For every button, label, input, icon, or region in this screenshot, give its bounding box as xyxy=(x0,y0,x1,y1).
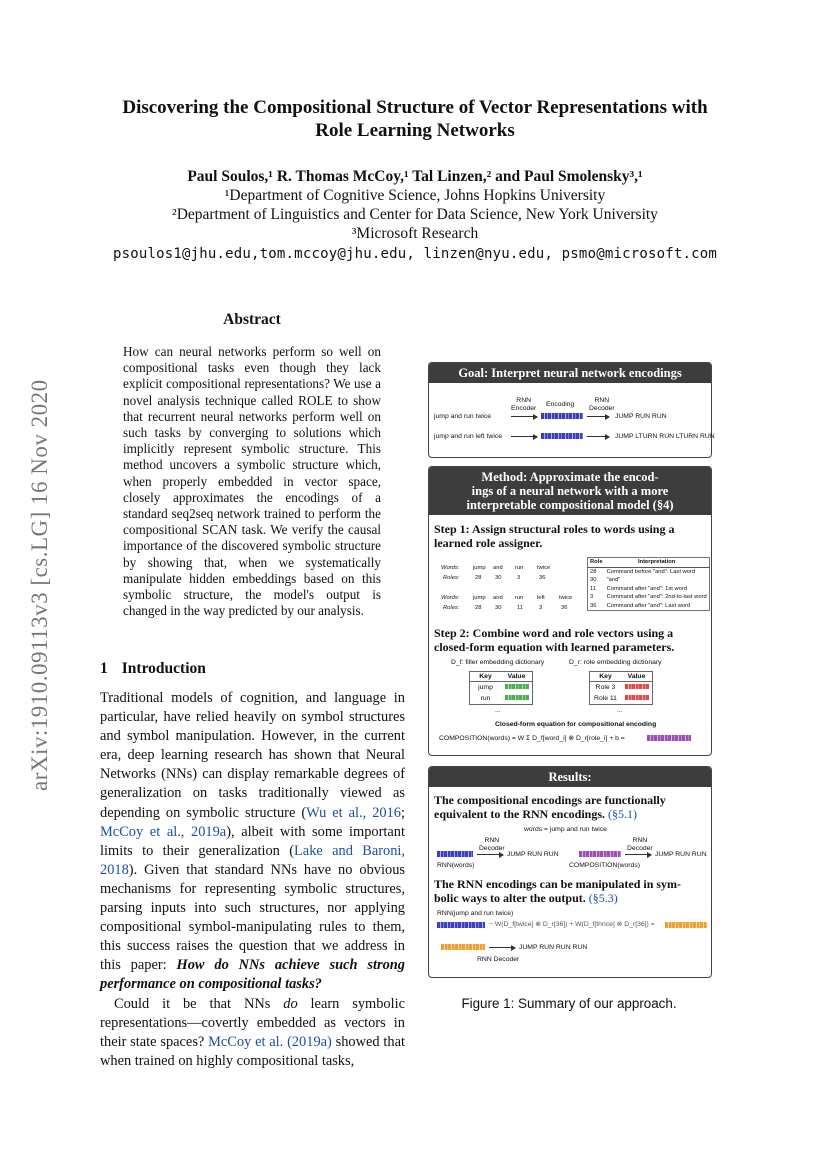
section-number: 1 xyxy=(100,660,108,677)
section-link[interactable]: (§5.1) xyxy=(608,806,638,821)
example-role: 36 xyxy=(561,605,568,611)
words-label: Words: xyxy=(441,565,460,571)
filler-vector xyxy=(505,695,529,700)
manipulated-vector xyxy=(665,922,707,928)
method-header xyxy=(429,467,711,515)
arrow-icon xyxy=(477,854,503,855)
example-word: and xyxy=(493,595,503,601)
example-role: 11 xyxy=(517,605,524,611)
text: The compositional encodings are functionally xyxy=(434,793,666,807)
citation-link[interactable]: McCoy et al., 2019a xyxy=(100,823,227,840)
goal-output-1: JUMP RUN RUN xyxy=(615,413,667,420)
dict-key: Role 11 xyxy=(594,695,617,702)
table-header: Role xyxy=(588,558,605,568)
rnn-encoding-vector xyxy=(437,922,485,928)
result-1-heading xyxy=(434,794,666,821)
text: Encoder xyxy=(511,404,537,412)
manipulation-equation: − W(D_f[twice] ⊗ D_r[36]) + W(D_f[thrice] ⊗ D_r[36]) = xyxy=(489,921,655,928)
goal-header: Goal: Interpret neural network encodings xyxy=(429,363,711,383)
title-line-2: Role Learning Networks xyxy=(315,120,515,141)
example-role: 28 xyxy=(475,575,482,581)
example-word: twice xyxy=(537,565,551,571)
intro-paragraph-1 xyxy=(100,689,405,995)
composition-words-label: COMPOSITION(words) xyxy=(569,862,640,869)
results-panel xyxy=(428,766,712,978)
example-word: jump xyxy=(473,595,486,601)
table-cell: "and" xyxy=(606,577,621,584)
arrow-icon xyxy=(511,436,537,437)
filler-dict-label: D_f: filler embedding dictionary xyxy=(451,659,545,666)
rnn-decoder-label xyxy=(589,397,615,412)
encoding-vector xyxy=(541,433,583,439)
composition-encoding-vector xyxy=(579,851,621,857)
words-equation: words = jump and run twice xyxy=(524,826,607,833)
text: ). Given that standard NNs have no obvious mechanisms for representing symbolic structures, parsing inputs into such structures, nor applying compositional symbol-manipulating rules to them, this success raises the question that we address in this paper: xyxy=(100,861,405,974)
text: RNN xyxy=(594,397,610,404)
table-header: Interpretation xyxy=(605,558,710,568)
result-output-2: JUMP RUN RUN xyxy=(655,851,707,858)
arrow-icon xyxy=(587,416,609,417)
table-cell: Command after "and": 2nd-to-last word xyxy=(606,594,707,601)
text: Could it be that NNs xyxy=(114,995,284,1012)
rnn-decoder-label xyxy=(479,837,505,852)
title-line-1: Discovering the Compositional Structure of Vector Representations with xyxy=(122,97,708,118)
table-header: Key xyxy=(479,673,492,680)
rnn-words-label: RNN(words) xyxy=(437,862,475,869)
example-role: 30 xyxy=(495,605,502,611)
table-row xyxy=(588,576,710,585)
text: Step 2: Combine word and role vectors using a xyxy=(434,626,674,640)
arrow-icon xyxy=(489,947,515,948)
table-cell: Command after "and": Last word xyxy=(606,602,691,609)
dict-key: run xyxy=(480,695,491,702)
role-interpretation-table xyxy=(587,557,710,611)
intro-body xyxy=(100,689,405,1071)
example-word: and xyxy=(493,565,503,571)
section-title: Introduction xyxy=(121,660,206,677)
example-word: run xyxy=(515,595,524,601)
text: Decoder xyxy=(479,844,505,852)
section-heading-introduction xyxy=(100,660,206,678)
paper-title xyxy=(60,96,770,142)
roles-label: Roles: xyxy=(443,575,460,581)
example-word: jump xyxy=(473,565,486,571)
arrow-icon xyxy=(511,416,537,417)
text: learned role assigner. xyxy=(434,535,543,550)
role-dict-label: D_r: role embedding dictionary xyxy=(569,659,662,666)
affiliation-1: ¹Department of Cognitive Science, Johns Hopkins University xyxy=(224,187,606,204)
role-vector xyxy=(625,695,649,700)
text: Decoder xyxy=(627,844,653,852)
rnn-encoding-vector xyxy=(437,851,473,857)
table-row xyxy=(588,567,710,576)
table-cell: Command after "and": 1st word xyxy=(606,585,688,592)
research-question: How do NNs achieve such strong performance on compositional tasks? xyxy=(100,957,405,993)
text: learn symbolic representations—covertly embedded as vectors in their state spaces? xyxy=(100,995,405,1050)
text: Method: Approximate the encod- xyxy=(481,470,659,484)
text: Traditional models of cognition, and language in particular, have relied heavily on symbol structures and symbol manipulation. However, in the current era, deep learning research has shown that Neural Networks (NNs) can display remarkable degrees of generalization on tasks traditionally viewed as depending on symbolic structure ( xyxy=(100,690,405,821)
abstract-text: How can neural networks perform so well on compositional tasks even though they lack explicit compositional representations? We use a novel analysis technique called ROLE to show that recurrent neural networks perform well on such tasks by converging to solutions which implicitly represent symbolic structure. This method uncovers a symbolic structure which, when properly embedded in vector space, closely approximates the encodings of a standard seq2seq network trained to perform the compositional SCAN task. We verify the causal importance of the discovered symbolic structure by showing that, when we systematically manipulate hidden embeddings based on this symbolic structure, the model's output is changed in the way predicted by our analysis. xyxy=(123,344,381,619)
intro-paragraph-2 xyxy=(100,995,405,1071)
author-emails: psoulos1@jhu.edu,tom.mccoy@jhu.edu, linzen@nyu.edu, psmo@microsoft.com xyxy=(112,246,717,262)
figure-caption: Figure 1: Summary of our approach. xyxy=(461,996,677,1011)
citation-link[interactable]: Wu et al., 2016 xyxy=(306,804,401,821)
affiliation-2: ²Department of Linguistics and Center for Data Science, New York University xyxy=(172,206,658,223)
manipulated-vector xyxy=(441,944,485,950)
step-1-heading xyxy=(434,523,674,550)
rnn-decoder-label: RNN Decoder xyxy=(477,956,520,963)
citation-link[interactable]: McCoy et al. (2019a) xyxy=(208,1033,332,1050)
rnn-decoder-label xyxy=(627,837,653,852)
text: RNN xyxy=(484,837,500,844)
role-dictionary xyxy=(589,671,653,705)
filler-vector xyxy=(505,684,529,689)
table-header: Value xyxy=(627,673,646,680)
example-word: run xyxy=(515,565,524,571)
goal-panel xyxy=(428,362,715,458)
table-row xyxy=(588,585,710,594)
text: closed-form equation with learned parameters. xyxy=(434,639,675,654)
example-word: twice xyxy=(559,595,573,601)
table-header: Key xyxy=(599,673,612,680)
example-role: 28 xyxy=(475,605,482,611)
example-role: 3 xyxy=(517,575,521,581)
table-cell: 28 xyxy=(590,568,597,575)
goal-input-2: jump and run left twice xyxy=(434,433,503,440)
arrow-icon xyxy=(625,854,651,855)
encoding-label: Encoding xyxy=(546,401,575,408)
affiliation-3: ³Microsoft Research xyxy=(351,225,479,242)
table-cell: Command before "and": Last word xyxy=(606,568,696,575)
text: The RNN encodings can be manipulated in sym- xyxy=(434,877,682,891)
text: do xyxy=(283,995,298,1012)
text: ings of a neural network with a more xyxy=(471,484,669,498)
equation-label: Closed-form equation for compositional encoding xyxy=(495,721,657,728)
text: interpretable compositional model (§4) xyxy=(466,498,674,512)
result-2-heading xyxy=(434,878,681,905)
dict-key: Role 3 xyxy=(595,684,616,691)
rnn-jump-run-twice-label: RNN(jump and run twice) xyxy=(437,910,514,917)
words-label: Words: xyxy=(441,595,460,601)
table-cell: 11 xyxy=(590,585,597,592)
text: bolic ways to alter the output. xyxy=(434,890,586,905)
result-output-1: JUMP RUN RUN xyxy=(507,851,559,858)
table-row xyxy=(588,593,710,602)
filler-dictionary xyxy=(469,671,533,705)
text: ; xyxy=(401,804,405,821)
text: Step 1: Assign structural roles to words using a xyxy=(434,522,675,536)
section-link[interactable]: (§5.3) xyxy=(588,890,618,905)
table-cell: 36 xyxy=(590,602,597,609)
dict-key: jump xyxy=(478,684,493,691)
arxiv-stamp: arXiv:1910.09113v3 [cs.LG] 16 Nov 2020 xyxy=(27,379,52,791)
arrow-icon xyxy=(587,436,609,437)
roles-label: Roles: xyxy=(443,605,460,611)
example-role: 3 xyxy=(539,605,543,611)
role-vector xyxy=(625,684,649,689)
method-panel xyxy=(428,466,712,756)
result-output-3: JUMP RUN RUN RUN xyxy=(519,944,588,951)
rnn-encoder-label xyxy=(511,397,536,412)
example-word: left xyxy=(537,595,545,601)
encoding-vector xyxy=(541,413,583,419)
text: RNN xyxy=(516,397,532,404)
table-header: Value xyxy=(507,673,526,680)
table-row xyxy=(588,602,710,611)
text: RNN xyxy=(632,837,648,844)
authors: Paul Soulos,¹ R. Thomas McCoy,¹ Tal Linzen,² and Paul Smolensky³,¹ xyxy=(187,168,643,185)
text: equivalent to the RNN encodings. xyxy=(434,806,606,821)
step-2-heading xyxy=(434,627,674,654)
table-cell: 3 xyxy=(590,594,594,601)
citation-link[interactable]: Lake and Baroni, 2018 xyxy=(100,842,405,878)
text: showed that when trained on highly compositional tasks, xyxy=(100,1033,405,1069)
results-header: Results: xyxy=(429,767,711,787)
text: Decoder xyxy=(589,404,615,412)
abstract-heading: Abstract xyxy=(223,311,281,328)
goal-output-2: JUMP LTURN RUN LTURN RUN xyxy=(615,433,715,440)
goal-input-1: jump and run twice xyxy=(434,413,492,420)
text: ), albeit with some important limits to their generalization ( xyxy=(100,823,405,859)
composition-equation: COMPOSITION(words) = W Σ D_f[word_i] ⊗ D_r[role_i] + b = xyxy=(439,735,625,742)
example-role: 36 xyxy=(539,575,546,581)
composition-vector xyxy=(647,735,691,741)
ellipsis: ... xyxy=(495,707,501,714)
ellipsis: ... xyxy=(617,707,623,714)
example-role: 30 xyxy=(495,575,502,581)
table-cell: 30 xyxy=(590,577,597,584)
